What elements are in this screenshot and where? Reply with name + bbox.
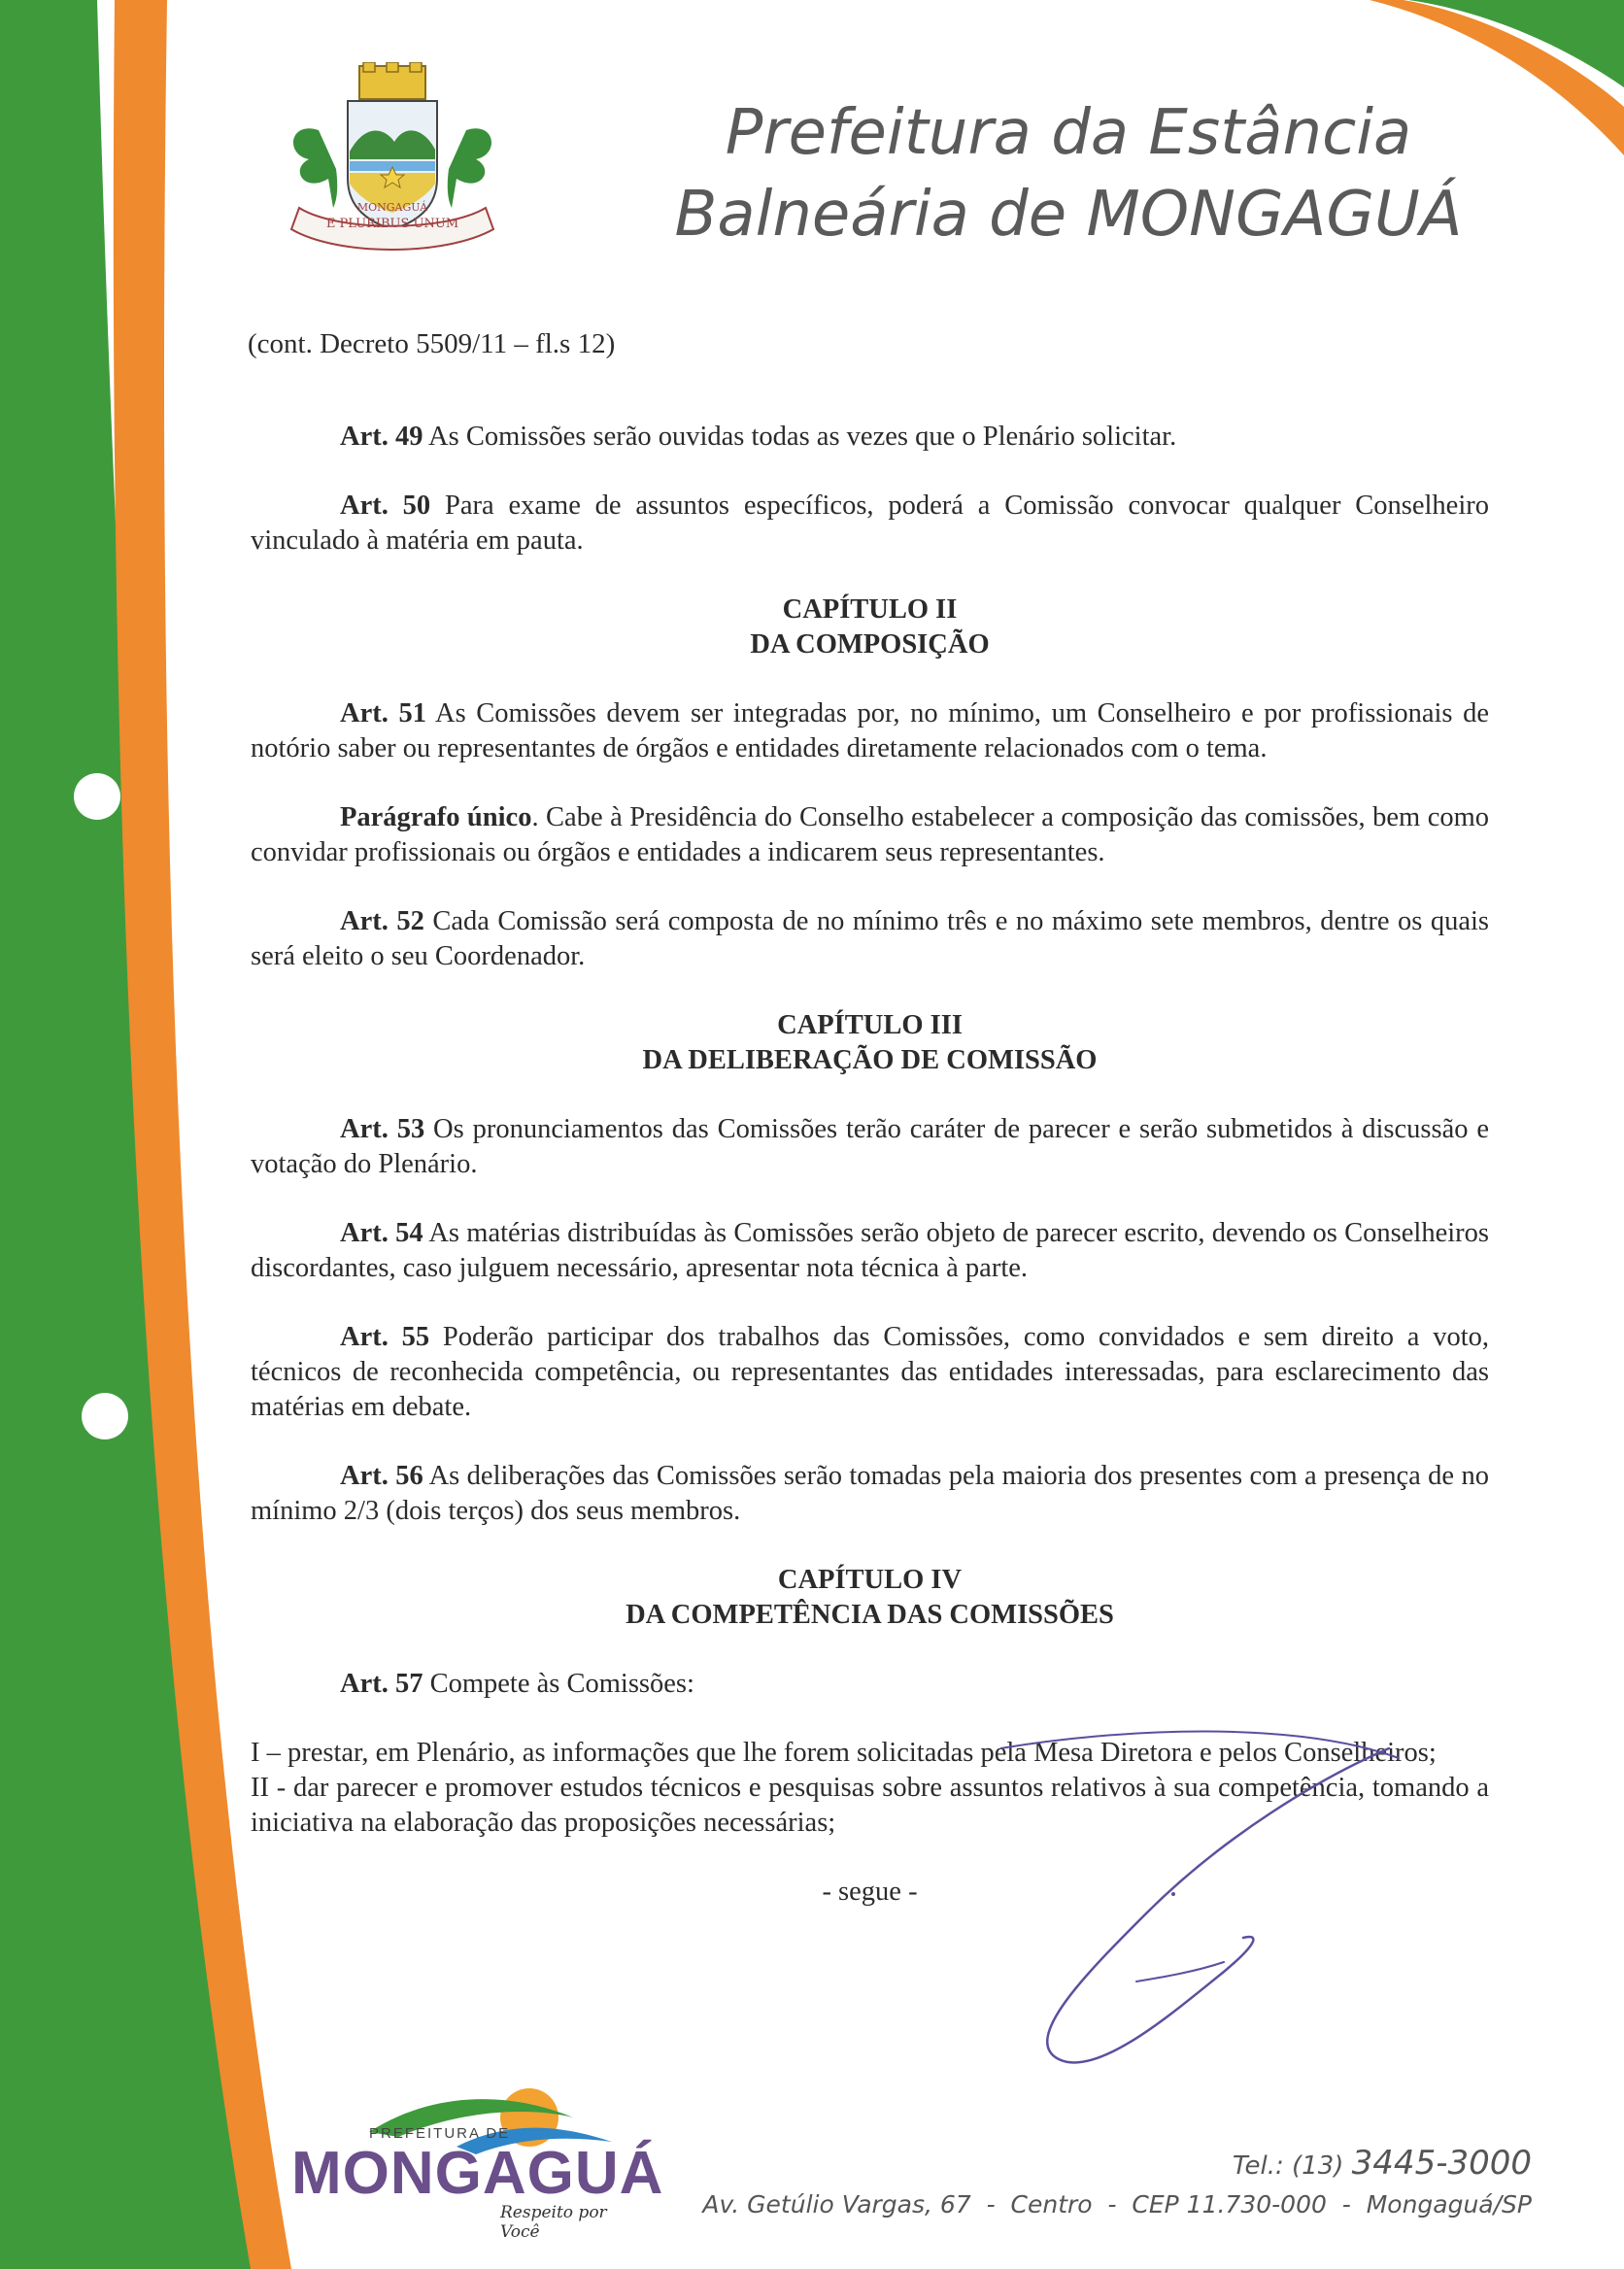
header-title-line2: Balneária de MONGAGUÁ [674, 179, 1463, 251]
handwritten-signature [1000, 1690, 1408, 2079]
article-label: Art. 54 [340, 1218, 423, 1248]
article-51: Art. 51 As Comissões devem ser integradas por, no mínimo, um Conselheiro e por profissionais de notório saber ou representantes de órgãos e entidades diretamente relacionados com o tema. [251, 698, 1489, 763]
coat-of-arms-motto: E PLURIBUS UNUM [325, 217, 459, 231]
punch-hole-bottom [82, 1393, 128, 1439]
article-57: Art. 57 Compete às Comissões: [340, 1669, 694, 1699]
chapter-3-heading: CAPÍTULO III DA DELIBERAÇÃO DE COMISSÃO [642, 1010, 1098, 1075]
punch-hole-top [74, 773, 120, 820]
footer-telephone [1233, 2144, 1532, 2183]
chapter-2-heading: CAPÍTULO II DA COMPOSIÇÃO [750, 594, 990, 660]
header-title [583, 92, 1554, 255]
article-56: Art. 56 As deliberações das Comissões serão tomadas pela maioria dos presentes com a presença de no mínimo 2/3 (dois terços) dos seus membros. [251, 1461, 1489, 1526]
paragraph-label: Parágrafo único [340, 802, 532, 832]
chapter-4-heading: CAPÍTULO IV DA COMPETÊNCIA DAS COMISSÕES [626, 1565, 1114, 1630]
paragrafo-unico: Parágrafo único. Cabe à Presidência do Conselho estabelecer a composição das comissões, bem como convidar profissionais ou órgãos e entidades a indicarem seus representantes. [251, 802, 1490, 867]
footer-logo-name: MONGAGUÁ [291, 2140, 664, 2207]
footer-tel-number: 3445-3000 [1351, 2144, 1532, 2183]
article-label: Art. 49 [340, 422, 423, 452]
article-label: Art. 55 [340, 1322, 430, 1352]
continuation-marker: - segue - [822, 1877, 918, 1907]
article-label: Art. 52 [340, 906, 424, 936]
article-54: Art. 54 As matérias distribuídas às Comissões serão objeto de parecer escrito, devendo os Conselheiros discordantes, caso julguem necessário, apresentar nota técnica à parte. [251, 1218, 1489, 1283]
article-label: Art. 53 [340, 1114, 425, 1144]
list-item: I – prestar, em Plenário, as informações que lhe forem solicitadas pela Mesa Diretora e pelos Conselheiros; [251, 1738, 1437, 1768]
coat-of-arms-city: MONGAGUÁ [356, 201, 428, 214]
article-52: Art. 52 Cada Comissão será composta de no mínimo três e no máximo sete membros, dentre os quais será eleito o seu Coordenador. [251, 906, 1489, 971]
footer-tel-label: Tel.: (13) [1232, 2151, 1352, 2181]
header-title-line1: Prefeitura da Estância [725, 97, 1412, 169]
footer-logo-slogan: Respeito por Você [500, 2203, 607, 2242]
footer-logo [291, 2079, 664, 2242]
footer-logo-prefix: PREFEITURA DE [369, 2125, 511, 2142]
article-label: Art. 50 [340, 491, 431, 521]
article-49: Art. 49 As Comissões serão ouvidas todas as vezes que o Plenário solicitar. [340, 422, 1177, 452]
coat-of-arms-emblem [280, 62, 505, 266]
continuation-reference: (cont. Decreto 5509/11 – fl.s 12) [248, 328, 616, 359]
footer-address: Av. Getúlio Vargas, 67 - Centro - CEP 11.730-000 - Mongaguá/SP [702, 2190, 1532, 2218]
document-body [251, 420, 1489, 1910]
article-50: Art. 50 Para exame de assuntos específicos, poderá a Comissão convocar qualquer Conselheiro vinculado à matéria em pauta. [251, 491, 1489, 556]
article-label: Art. 57 [340, 1669, 423, 1699]
list-item: II - dar parecer e promover estudos técnicos e pesquisas sobre assuntos relativos à sua competência, tomando a iniciativa na elaboração das proposições necessárias; [251, 1773, 1489, 1838]
article-label: Art. 51 [340, 698, 426, 728]
article-label: Art. 56 [340, 1461, 423, 1491]
article-53: Art. 53 Os pronunciamentos das Comissões terão caráter de parecer e serão submetidos à discussão e votação do Plenário. [251, 1114, 1489, 1179]
article-55: Art. 55 Poderão participar dos trabalhos das Comissões, como convidados e sem direito a voto, técnicos de reconhecida competência, ou representantes das entidades interessadas, para esclarecimento das matérias em debate. [251, 1322, 1489, 1422]
